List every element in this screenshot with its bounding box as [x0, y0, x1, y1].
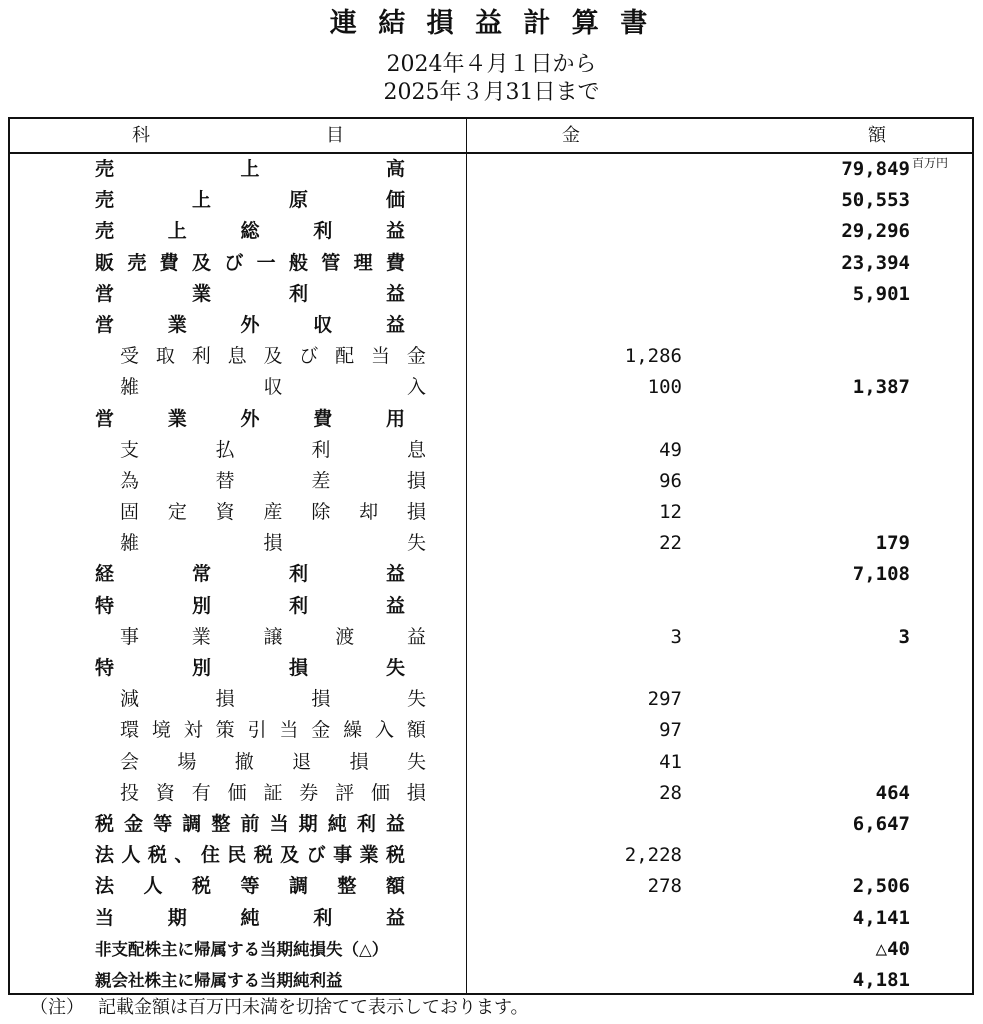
table-row — [10, 622, 972, 653]
table-header — [10, 119, 972, 154]
header-amount-1: 金 — [562, 125, 580, 146]
row-amount-detail: 28 — [659, 781, 682, 804]
table-row — [10, 559, 972, 590]
table-row — [10, 310, 972, 341]
page-title: 連 結 損 益 計 算 書 — [329, 8, 654, 39]
table-row — [10, 965, 972, 996]
row-label: 法 人 税 、 住 民 税 及 び 事 業 税 — [95, 844, 405, 867]
row-amount-detail: 96 — [659, 469, 682, 492]
table-row — [10, 684, 972, 715]
row-label: 支 払 利 息 — [120, 438, 426, 461]
row-amount-detail: 12 — [659, 501, 682, 524]
row-label: 投 資 有 価 証 券 評 価 損 — [120, 781, 426, 804]
table-row — [10, 216, 972, 247]
row-amount-total: 7,108 — [852, 563, 910, 586]
row-amount-total: 4,181 — [852, 968, 910, 991]
table-row — [10, 466, 972, 497]
footnote-text: 記載金額は百万円未満を切捨てて表示しております。 — [98, 997, 529, 1018]
row-label: 販 売 費 及 び 一 般 管 理 費 — [95, 251, 405, 274]
table-row — [10, 778, 972, 809]
row-amount-total: 6,647 — [852, 812, 910, 835]
row-label: 特 別 利 益 — [95, 594, 405, 617]
row-amount-total: 1,387 — [852, 376, 910, 399]
row-label: 雑 損 失 — [120, 532, 426, 555]
row-amount-detail: 22 — [659, 532, 682, 555]
period-to: 2025年３月31日まで — [383, 80, 600, 105]
table-row — [10, 715, 972, 746]
table-row — [10, 372, 972, 403]
row-amount-detail: 3 — [670, 625, 682, 648]
header-amount-2: 額 — [868, 125, 886, 146]
row-amount-detail: 49 — [659, 438, 682, 461]
row-label: 親会社株主に帰属する当期純利益 — [95, 970, 343, 990]
row-amount-total: 29,296 — [841, 220, 910, 243]
table-row — [10, 185, 972, 216]
row-amount-detail: 100 — [647, 376, 682, 399]
table-body — [10, 154, 972, 996]
table-row — [10, 497, 972, 528]
row-amount-total: 179 — [875, 532, 910, 555]
table-row — [10, 903, 972, 934]
row-label: 固 定 資 産 除 却 損 — [120, 501, 426, 524]
row-amount-total: 464 — [875, 781, 910, 804]
income-statement-table — [8, 117, 974, 995]
row-label: 営 業 外 収 益 — [95, 313, 405, 336]
table-row — [10, 435, 972, 466]
row-amount-total: 79,849 — [841, 158, 910, 180]
period-from: 2024年４月１日から — [386, 52, 597, 77]
row-label: 為 替 差 損 — [120, 469, 426, 492]
row-amount-detail: 41 — [659, 750, 682, 773]
row-label: 売 上 高 — [95, 158, 405, 180]
table-row — [10, 653, 972, 684]
table-row — [10, 248, 972, 279]
row-label: 特 別 損 失 — [95, 657, 405, 679]
table-row — [10, 871, 972, 902]
table-row — [10, 809, 972, 840]
row-label: 経 常 利 益 — [95, 563, 405, 586]
row-amount-total: 3 — [898, 625, 910, 648]
row-amount-detail: 2,228 — [624, 844, 682, 867]
row-amount-total: △40 — [875, 937, 910, 960]
row-label: 減 損 損 失 — [120, 688, 426, 711]
table-row — [10, 747, 972, 778]
row-label: 売 上 総 利 益 — [95, 220, 405, 243]
unit-label: 百万円 — [912, 156, 949, 170]
table-row — [10, 154, 972, 185]
footnote — [30, 996, 543, 1020]
table-row — [10, 934, 972, 965]
table-row — [10, 528, 972, 559]
table-row — [10, 404, 972, 435]
row-label: 営 業 外 費 用 — [95, 407, 405, 430]
row-label: 受 取 利 息 及 び 配 当 金 — [120, 345, 426, 368]
row-label: 当 期 純 利 益 — [95, 906, 405, 929]
row-label: 環 境 対 策 引 当 金 繰 入 額 — [120, 719, 426, 742]
row-label: 事 業 譲 渡 益 — [120, 625, 426, 648]
row-amount-detail: 297 — [647, 688, 682, 711]
row-label: 法 人 税 等 調 整 額 — [95, 875, 405, 898]
table-row — [10, 840, 972, 871]
row-amount-total: 2,506 — [852, 875, 910, 898]
row-amount-detail: 97 — [659, 719, 682, 742]
table-row — [10, 341, 972, 372]
row-label: 雑 収 入 — [120, 376, 426, 399]
table-row — [10, 279, 972, 310]
row-label: 会 場 撤 退 損 失 — [120, 750, 426, 773]
footnote-marker: （注） — [30, 997, 84, 1018]
row-amount-total: 23,394 — [841, 251, 910, 274]
row-amount-detail: 278 — [647, 875, 682, 898]
row-label: 売 上 原 価 — [95, 189, 405, 212]
row-label: 営 業 利 益 — [95, 282, 405, 305]
row-amount-detail: 1,286 — [624, 345, 682, 368]
row-amount-total: 50,553 — [841, 189, 910, 212]
table-row — [10, 591, 972, 622]
header-item-2: 目 — [326, 125, 344, 146]
row-amount-total: 4,141 — [852, 906, 910, 929]
row-label: 非支配株主に帰属する当期純損失（△） — [95, 939, 389, 959]
row-amount-total: 5,901 — [852, 282, 910, 305]
header-item-1: 科 — [132, 125, 150, 146]
row-label: 税 金 等 調 整 前 当 期 純 利 益 — [95, 812, 405, 835]
